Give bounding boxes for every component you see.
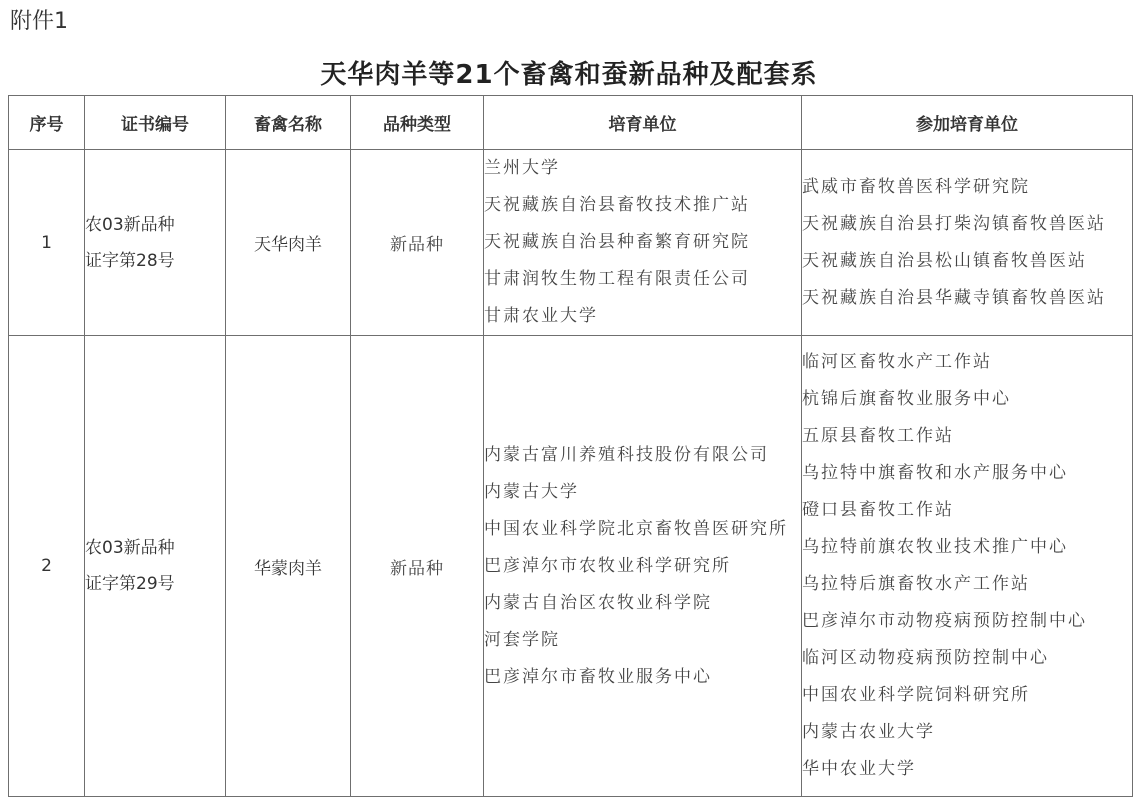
breeder-item: 巴彦淖尔市畜牧业服务中心	[484, 666, 712, 687]
table-row	[9, 336, 1133, 797]
breed-table	[8, 95, 1133, 797]
breeder-item: 甘肃润牧生物工程有限责任公司	[484, 269, 750, 289]
row-participants	[802, 336, 1133, 797]
row-index: 2	[9, 336, 85, 797]
header-index: 序号	[9, 96, 85, 150]
participant-item: 临河区动物疫病预防控制中心	[802, 648, 1049, 668]
participant-item: 临河区畜牧水产工作站	[802, 352, 992, 372]
row-cert-number	[85, 150, 226, 336]
cert-line: 证字第29号	[85, 574, 175, 594]
breeder-item: 巴彦淖尔市农牧业科学研究所	[484, 555, 731, 576]
participant-item: 天祝藏族自治县松山镇畜牧兽医站	[802, 250, 1087, 271]
breeder-item: 中国农业科学院北京畜牧兽医研究所	[484, 518, 788, 539]
row-breed-name: 华蒙肉羊	[226, 336, 351, 797]
participant-item: 乌拉特中旗畜牧和水产服务中心	[802, 463, 1068, 483]
participant-item: 乌拉特前旗农牧业技术推广中心	[802, 537, 1068, 557]
participant-item: 中国农业科学院饲料研究所	[802, 685, 1030, 705]
row-index: 1	[9, 150, 85, 336]
breeder-item: 内蒙古大学	[484, 481, 579, 502]
cert-line: 农03新品种	[85, 214, 175, 235]
breeder-item: 河套学院	[484, 629, 560, 650]
breeder-item: 兰州大学	[484, 158, 560, 178]
participant-item: 乌拉特后旗畜牧水产工作站	[802, 574, 1030, 594]
row-cert-number	[85, 336, 226, 797]
row-breed-type: 新品种	[351, 336, 484, 797]
participant-item: 武威市畜牧兽医科学研究院	[802, 176, 1030, 197]
breeder-item: 内蒙古富川养殖科技股份有限公司	[484, 444, 769, 465]
breeder-item: 内蒙古自治区农牧业科学院	[484, 592, 712, 613]
attachment-label: 附件1	[10, 9, 68, 34]
breeder-item: 天祝藏族自治县畜牧技术推广站	[484, 195, 750, 215]
breeder-item: 甘肃农业大学	[484, 306, 598, 326]
row-breed-type: 新品种	[351, 150, 484, 336]
participant-item: 华中农业大学	[802, 759, 916, 779]
header-breed-name: 畜禽名称	[226, 96, 351, 150]
header-participants: 参加培育单位	[802, 96, 1133, 150]
row-participants	[802, 150, 1133, 336]
participant-item: 磴口县畜牧工作站	[802, 500, 954, 520]
table-row	[9, 150, 1133, 336]
row-breed-name: 天华肉羊	[226, 150, 351, 336]
cert-line: 农03新品种	[85, 538, 175, 558]
participant-item: 天祝藏族自治县华藏寺镇畜牧兽医站	[802, 287, 1106, 308]
header-cert-number: 证书编号	[85, 96, 226, 150]
table-header-row	[9, 96, 1133, 150]
participant-item: 巴彦淖尔市动物疫病预防控制中心	[802, 611, 1087, 631]
participant-item: 内蒙古农业大学	[802, 722, 935, 742]
participant-item: 五原县畜牧工作站	[802, 426, 954, 446]
breeder-item: 天祝藏族自治县种畜繁育研究院	[484, 232, 750, 252]
cert-line: 证字第28号	[85, 250, 175, 271]
participant-item: 天祝藏族自治县打柴沟镇畜牧兽医站	[802, 213, 1106, 234]
header-breed-type: 品种类型	[351, 96, 484, 150]
document-title: 天华肉羊等21个畜禽和蚕新品种及配套系	[320, 60, 818, 90]
header-breeders: 培育单位	[484, 96, 802, 150]
participant-item: 杭锦后旗畜牧业服务中心	[802, 389, 1011, 409]
row-breeders	[484, 150, 802, 336]
row-breeders	[484, 336, 802, 797]
